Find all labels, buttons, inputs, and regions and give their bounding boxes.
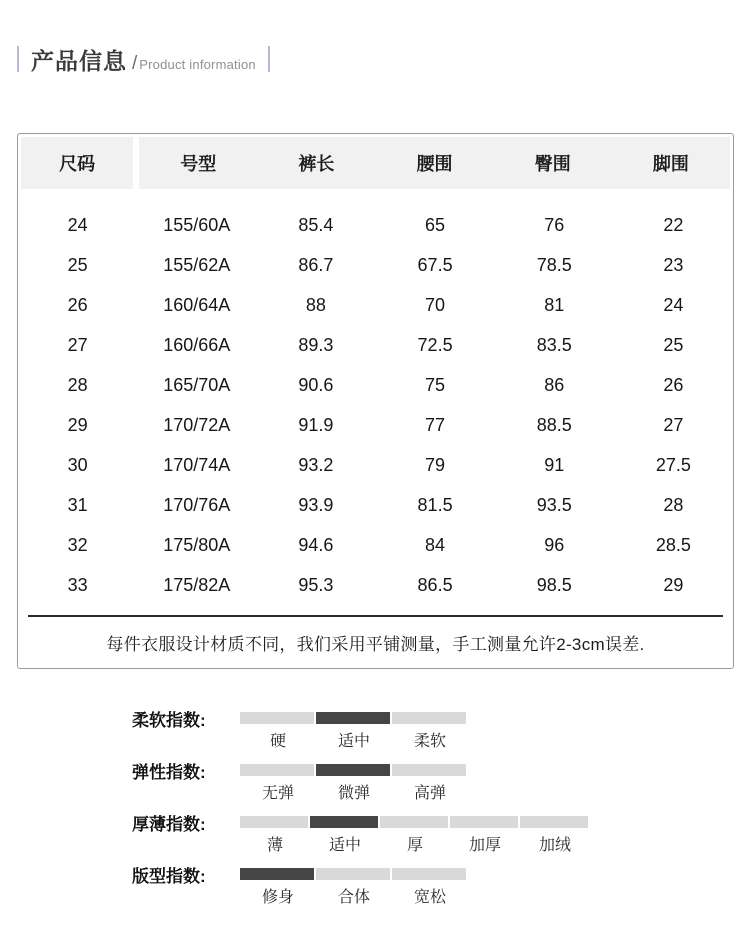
index-option-label: 微弹: [337, 785, 370, 802]
table-cell: 77: [425, 414, 446, 435]
table-cell: 25: [663, 334, 684, 355]
table-cell: 160/66A: [163, 334, 231, 355]
index-option-label: 加厚: [468, 837, 501, 854]
table-cell: 25: [67, 254, 88, 275]
index-option-labels: [240, 836, 590, 855]
index-row: [0, 712, 750, 751]
table-cell: 165/70A: [163, 374, 231, 395]
table-cell: 98.5: [536, 574, 572, 595]
left-accent-bar: [17, 46, 19, 72]
table-cell: 90.6: [298, 374, 334, 395]
index-option-label: 适中: [328, 837, 361, 854]
index-segment: [240, 764, 314, 776]
table-cell: 160/64A: [163, 294, 231, 315]
index-option-label: 宽松: [413, 889, 446, 906]
index-option-label: 无弹: [261, 785, 294, 802]
column-header-hip: 臀围: [494, 137, 612, 189]
table-row: [18, 445, 733, 485]
index-option-label: 修身: [261, 889, 294, 906]
table-cell: 28: [67, 374, 88, 395]
table-cell: 93.2: [298, 454, 334, 475]
table-cell: 84: [425, 534, 446, 555]
table-cell: 96: [544, 534, 565, 555]
table-cell: 81: [544, 294, 565, 315]
table-cell: 33: [67, 574, 88, 595]
table-cell: 29: [663, 574, 684, 595]
table-cell: 31: [67, 494, 88, 515]
table-cell: 28: [663, 494, 684, 515]
table-cell: 85.4: [298, 214, 334, 235]
title-group: [31, 43, 256, 76]
index-option-label: 硬: [269, 733, 286, 750]
column-header-pants-length: 裤长: [257, 137, 375, 189]
index-segment: [392, 868, 466, 880]
index-option-label: 厚: [406, 837, 423, 854]
column-header-waist: 腰围: [375, 137, 493, 189]
table-cell: 78.5: [536, 254, 572, 275]
table-cell: 94.6: [298, 534, 334, 555]
index-option-label: 高弹: [413, 785, 446, 802]
index-row: [0, 764, 750, 803]
table-row: [18, 205, 733, 245]
table-row: [18, 405, 733, 445]
index-label: 厚薄指数:: [132, 815, 206, 834]
index-row: [0, 816, 750, 855]
table-cell: 29: [67, 414, 88, 435]
table-cell: 88: [305, 294, 326, 315]
table-row: [18, 565, 733, 605]
index-segment: [380, 816, 448, 828]
index-segment-selected: [310, 816, 378, 828]
index-option-label: 加绒: [538, 837, 571, 854]
index-option-label: 薄: [266, 837, 283, 854]
table-cell: 170/74A: [163, 454, 231, 475]
column-header-size: 尺码: [21, 137, 139, 189]
table-cell: 95.3: [298, 574, 334, 595]
index-option-label: 柔软: [413, 733, 446, 750]
table-cell: 81.5: [417, 494, 453, 515]
table-cell: 86.5: [417, 574, 453, 595]
index-option-label: 合体: [337, 889, 370, 906]
table-row: [18, 525, 733, 565]
table-cell: 175/82A: [163, 574, 231, 595]
table-cell: 27.5: [655, 454, 691, 475]
index-bar: [240, 816, 590, 828]
table-cell: 67.5: [417, 254, 453, 275]
table-cell: 28.5: [655, 534, 691, 555]
table-row: [18, 285, 733, 325]
index-segment-selected: [240, 868, 314, 880]
table-cell: 93.5: [536, 494, 572, 515]
index-option-labels: [240, 784, 468, 803]
table-cell: 175/80A: [163, 534, 231, 555]
table-cell: 24: [663, 294, 684, 315]
column-header-leg-opening: 脚围: [612, 137, 730, 189]
index-segment: [240, 816, 308, 828]
table-cell: 27: [663, 414, 684, 435]
table-cell: 91.9: [298, 414, 334, 435]
index-bar: [240, 764, 468, 776]
table-cell: 65: [425, 214, 446, 235]
table-cell: 83.5: [536, 334, 572, 355]
index-segment-selected: [316, 712, 390, 724]
table-cell: 86.7: [298, 254, 334, 275]
index-label: 版型指数:: [132, 867, 206, 886]
index-option-labels: [240, 732, 468, 751]
table-row: [18, 485, 733, 525]
index-segment: [392, 764, 466, 776]
table-cell: 32: [67, 534, 88, 555]
index-scale: [240, 816, 590, 855]
table-cell: 26: [67, 294, 88, 315]
table-row: [18, 325, 733, 365]
table-cell: 170/72A: [163, 414, 231, 435]
title-slash: /: [132, 52, 138, 74]
index-scale: [240, 712, 468, 751]
table-cell: 72.5: [417, 334, 453, 355]
index-segment: [240, 712, 314, 724]
column-header-model: 号型: [139, 137, 257, 189]
index-label: 柔软指数:: [132, 711, 206, 730]
table-cell: 88.5: [536, 414, 572, 435]
table-cell: 30: [67, 454, 88, 475]
size-table: [17, 133, 734, 669]
table-cell: 155/62A: [163, 254, 231, 275]
table-cell: 76: [544, 214, 565, 235]
table-cell: 27: [67, 334, 88, 355]
index-row: [0, 868, 750, 907]
measurement-note: 每件衣服设计材质不同，我们采用平铺测量，手工测量允许2-3cm误差.: [106, 635, 645, 654]
table-cell: 75: [425, 374, 446, 395]
index-label: 弹性指数:: [132, 763, 206, 782]
page-title-en: Product information: [139, 56, 256, 72]
index-segment-selected: [316, 764, 390, 776]
right-accent-bar: [268, 46, 270, 72]
table-cell: 86: [544, 374, 565, 395]
table-cell: 89.3: [298, 334, 334, 355]
index-scales: [0, 712, 750, 920]
table-cell: 26: [663, 374, 684, 395]
table-cell: 70: [425, 294, 446, 315]
table-cell: 23: [663, 254, 684, 275]
table-cell: 79: [425, 454, 446, 475]
table-row: [18, 365, 733, 405]
index-option-labels: [240, 888, 468, 907]
index-segment: [392, 712, 466, 724]
index-bar: [240, 868, 468, 880]
section-header: [17, 44, 270, 74]
page-title: 产品信息: [31, 47, 127, 74]
table-cell: 170/76A: [163, 494, 231, 515]
table-cell: 93.9: [298, 494, 334, 515]
index-segment: [450, 816, 518, 828]
index-scale: [240, 764, 468, 803]
table-cell: 91: [544, 454, 565, 475]
index-option-label: 适中: [337, 733, 370, 750]
size-table-body: [18, 189, 733, 615]
table-cell: 155/60A: [163, 214, 231, 235]
size-table-header: [21, 137, 730, 189]
index-segment: [316, 868, 390, 880]
table-cell: 24: [67, 214, 88, 235]
index-bar: [240, 712, 468, 724]
index-scale: [240, 868, 468, 907]
table-row: [18, 245, 733, 285]
table-cell: 22: [663, 214, 684, 235]
index-segment: [520, 816, 588, 828]
